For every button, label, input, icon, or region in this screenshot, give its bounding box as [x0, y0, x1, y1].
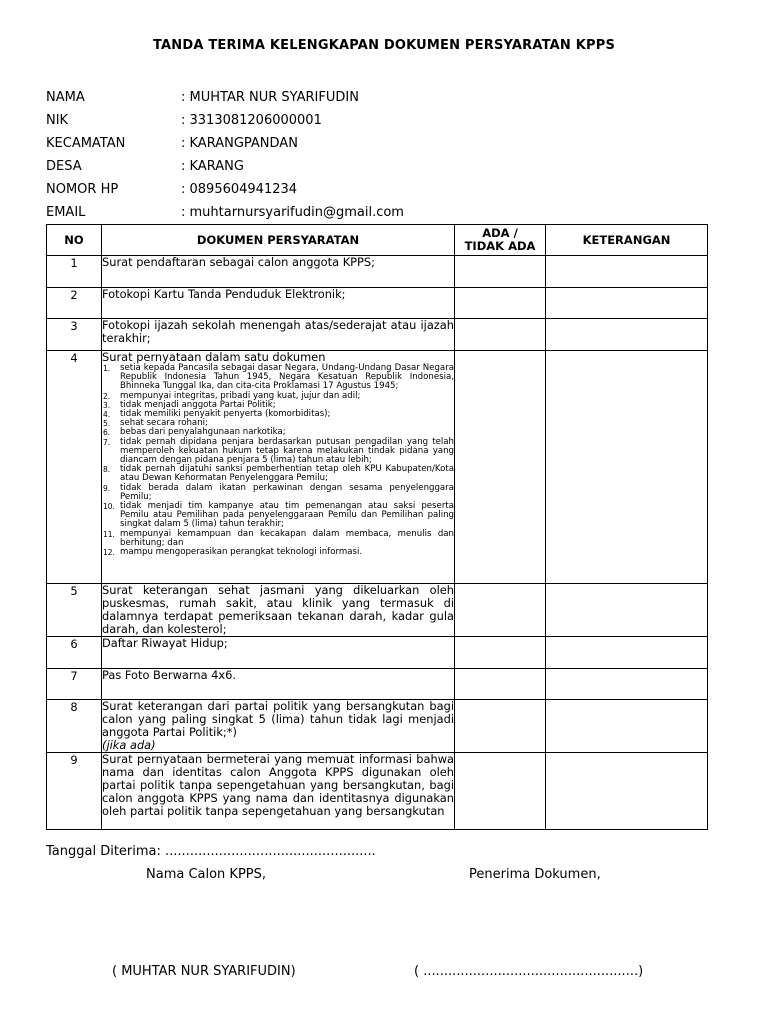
table-row	[47, 700, 708, 753]
row-number: 9	[47, 753, 102, 830]
keterangan-cell[interactable]	[546, 637, 708, 669]
sublist-item: setia kepada Pancasila sebagai dasar Negara, Undang-Undang Dasar Negara Republik Indonesia Tahun 1945, Negara Kesatuan Republik Indonesia, Bhinneka Tunggal Ika, dan cita-cita Proklamasi 17 Agustus 1945;	[120, 363, 454, 392]
info-label: NOMOR HP	[46, 182, 119, 197]
document-title: TANDA TERIMA KELENGKAPAN DOKUMEN PERSYARATAN KPPS	[152, 38, 616, 53]
info-row-email	[46, 201, 706, 224]
row-document	[102, 637, 455, 669]
row-document	[102, 319, 455, 351]
row-document-note: (jika ada)	[102, 738, 156, 752]
sublist-item: tidak berada dalam ikatan perkawinan dengan sesama penyelenggara Pemilu;	[120, 482, 454, 502]
header-ada	[455, 225, 546, 256]
info-label: EMAIL	[46, 205, 86, 220]
table-row	[47, 351, 708, 584]
sublist-item: tidak pernah dipidana penjara berdasarkan putusan pengadilan yang telah memperoleh kekuatan hukum tetap karena melakukan tindak pidana yang diancam dengan pidana penjara 5 (lima) tahun atau lebih;	[120, 436, 454, 466]
sublist-item: tidak pernah dijatuhi sanksi pemberhentian tetap oleh KPU Kabupaten/Kota atau Dewan Kehormatan Penyelenggara Pemilu;	[120, 464, 454, 484]
row-number: 5	[47, 584, 102, 637]
info-label: NIK	[46, 113, 69, 128]
row-document-text: Surat pernyataan bermeterai yang memuat informasi bahwa nama dan identitas calon Anggota KPPS digunakan oleh partai politik tanpa sepengetahuan yang bersangkutan, bagi calon anggota KPPS yang nama dan identitasnya digunakan oleh partai politik tanpa sepengetahuan yang bersangkutan	[102, 752, 454, 818]
tanggal-diterima: Tanggal Diterima: ...................................................	[46, 844, 376, 859]
row-document-text: Fotokopi Kartu Tanda Penduduk Elektronik;	[102, 287, 346, 301]
header-ada-line1: ADA /	[482, 226, 518, 240]
row-document-text: Fotokopi ijazah sekolah menengah atas/sederajat atau ijazah terakhir;	[102, 318, 454, 345]
sublist-item: mempunyai integritas, pribadi yang kuat, jujur dan adil;	[120, 390, 361, 401]
table-row	[47, 584, 708, 637]
row-document	[102, 753, 455, 830]
info-label: KECAMATAN	[46, 136, 126, 151]
info-row-kecamatan	[46, 132, 706, 155]
ada-cell[interactable]	[455, 669, 546, 700]
sublist-item: bebas dari penyalahgunaan narkotika;	[120, 427, 286, 438]
table-row	[47, 319, 708, 351]
statement-sublist	[102, 364, 454, 557]
header-ada-line2: TIDAK ADA	[464, 239, 536, 253]
keterangan-cell[interactable]	[546, 584, 708, 637]
candidate-name: ( MUHTAR NUR SYARIFUDIN)	[112, 964, 296, 979]
ada-cell[interactable]	[455, 351, 546, 584]
receiver-name-blank: ( ....................................................)	[414, 964, 644, 979]
header-no: NO	[47, 225, 102, 256]
info-label: DESA	[46, 159, 82, 174]
info-value: : 3313081206000001	[181, 113, 322, 128]
info-row-nomor-hp	[46, 178, 706, 201]
table-row	[47, 669, 708, 700]
row-document	[102, 288, 455, 319]
table-row	[47, 256, 708, 288]
row-number: 2	[47, 288, 102, 319]
row-document-text: Surat keterangan dari partai politik yang bersangkutan bagi calon yang paling singkat 5 (lima) tahun tidak lagi menjadi anggota Partai Politik;*)	[102, 699, 454, 739]
sublist-item: tidak menjadi anggota Partai Politik;	[120, 399, 276, 410]
table-row	[47, 753, 708, 830]
candidate-signature-label: Nama Calon KPPS,	[146, 867, 267, 882]
ada-cell[interactable]	[455, 753, 546, 830]
row-document-text: Surat pernyataan dalam satu dokumen	[102, 350, 326, 364]
table-row	[47, 288, 708, 319]
info-value: : muhtarnursyarifudin@gmail.com	[181, 205, 404, 220]
row-document-text: Pas Foto Berwarna 4x6.	[102, 668, 237, 682]
keterangan-cell[interactable]	[546, 669, 708, 700]
keterangan-cell[interactable]	[546, 351, 708, 584]
sublist-item: tidak memiliki penyakit penyerta (komorbiditas);	[120, 409, 331, 420]
row-document	[102, 669, 455, 700]
info-row-desa	[46, 155, 706, 178]
ada-cell[interactable]	[455, 256, 546, 288]
keterangan-cell[interactable]	[546, 256, 708, 288]
row-document	[102, 584, 455, 637]
row-document	[102, 256, 455, 288]
info-row-nama	[46, 86, 706, 109]
row-document	[102, 351, 455, 584]
table-row	[47, 637, 708, 669]
info-label: NAMA	[46, 90, 85, 105]
info-value: : 0895604941234	[181, 182, 298, 197]
row-number: 7	[47, 669, 102, 700]
keterangan-cell[interactable]	[546, 700, 708, 753]
row-number: 8	[47, 700, 102, 753]
row-number: 6	[47, 637, 102, 669]
info-value: : MUHTAR NUR SYARIFUDIN	[181, 90, 359, 105]
sublist-item: sehat secara rohani;	[120, 418, 208, 429]
sublist-item: tidak menjadi tim kampanye atau tim pemenangan atau saksi peserta Pemilu atau Pemilihan pada penyelenggaraan Pemilu dan Pemilihan paling singkat dalam 5 (lima) tahun terakhir;	[120, 501, 454, 530]
row-document	[102, 700, 455, 753]
keterangan-cell[interactable]	[546, 319, 708, 351]
requirements-table	[46, 224, 708, 830]
sublist-item: mempunyai kemampuan dan kecakapan dalam membaca, menulis dan berhitung; dan	[120, 528, 454, 548]
applicant-info	[46, 86, 706, 224]
header-dokumen: DOKUMEN PERSYARATAN	[102, 225, 455, 256]
keterangan-cell[interactable]	[546, 288, 708, 319]
row-document-text: Surat keterangan sehat jasmani yang dikeluarkan oleh puskesmas, rumah sakit, atau klinik yang termasuk di dalamnya terdapat pemeriksaan tekanan darah, kadar gula darah, dan kolesterol;	[102, 583, 454, 636]
info-value: : KARANGPANDAN	[181, 136, 298, 151]
row-number: 1	[47, 256, 102, 288]
table-header-row	[47, 225, 708, 256]
ada-cell[interactable]	[455, 700, 546, 753]
row-number: 3	[47, 319, 102, 351]
row-number: 4	[47, 351, 102, 584]
ada-cell[interactable]	[455, 319, 546, 351]
ada-cell[interactable]	[455, 584, 546, 637]
row-document-text: Daftar Riwayat Hidup;	[102, 636, 228, 650]
sublist-item: mampu mengoperasikan perangkat teknologi informasi.	[120, 547, 363, 558]
header-keterangan: KETERANGAN	[546, 225, 708, 256]
receiver-signature-label: Penerima Dokumen,	[469, 867, 601, 882]
info-value: : KARANG	[181, 159, 244, 174]
info-row-nik	[46, 109, 706, 132]
keterangan-cell[interactable]	[546, 753, 708, 830]
ada-cell[interactable]	[455, 288, 546, 319]
ada-cell[interactable]	[455, 637, 546, 669]
row-document-text: Surat pendaftaran sebagai calon anggota KPPS;	[102, 255, 375, 269]
